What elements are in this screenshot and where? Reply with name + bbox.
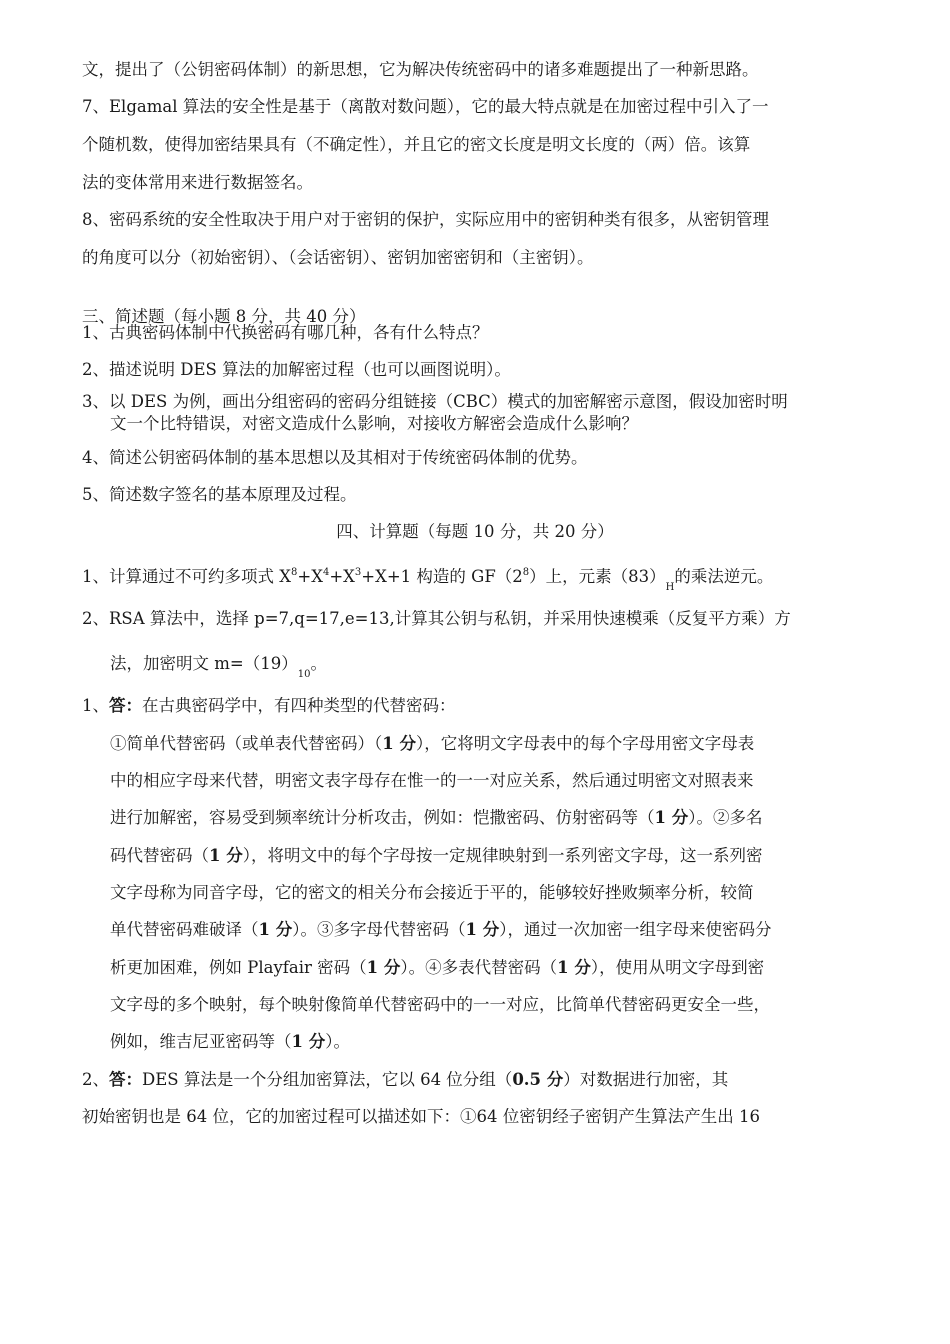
score: 1 分 [258,920,293,939]
calc-q2-line1: 2、RSA 算法中，选择 p=7,q=17,e=13,计算其公钥与私钥，并采用快速模乘（反复平方乘）方 [82,609,791,628]
fill-q7-line3: 法的变体常用来进行数据签名。 [82,173,313,192]
answer-1-line5: 码代替密码（1 分），将明文中的每个字母按一定规律映射到一系列密文字母，这一系列密 [110,846,763,865]
answer-2-line2: 初始密钥也是 64 位，它的加密过程可以描述如下：①64 位密钥经子密钥产生算法产生出 16 [82,1107,760,1126]
short-q3-line2: 文一个比特错误，对密文造成什么影响，对接收方解密会造成什么影响？ [110,414,638,433]
score: 1 分 [557,958,591,977]
score: 1 分 [654,808,689,827]
answer-1-line2: ①简单代替密码（或单表代替密码）（1 分），它将明文字母表中的每个字母用密文字母表 [110,734,755,753]
calc-q2-line2: 法，加密明文 $m=(19)_{10}$。 [110,654,327,680]
answer-1-line9: 文字母的多个映射，每个映射像简单代替密码中的一一对应，比简单代替密码更安全一些， [110,995,770,1014]
answer-1-line7: 单代替密码难破译（1 分）。③多字母代替密码（1 分），通过一次加密一组字母来使密码分 [110,920,772,939]
fill-q7-line2: 个随机数，使得加密结果具有（不确定性），并且它的密文长度是明文长度的（两）倍。该算 [82,135,751,154]
score: 1 分 [382,734,416,753]
short-q2: 2、描述说明 DES 算法的加解密过程（也可以画图说明）。 [82,360,511,379]
section-4-title: 四、计算题（每题 10 分，共 20 分） [336,522,614,541]
section-3-title: 三、简述题（每小题 8 分，共 40 分） [82,307,366,326]
answer-1-line3: 中的相应字母来代替，明密文表字母存在惟一的一一对应关系，然后通过明密文对照表来 [110,771,754,790]
short-q1: 1、古典密码体制中代换密码有哪几种，各有什么特点？ [82,323,489,342]
calc-q1: 1、计算通过不可约多项式 $X^8+X^4+X^3+X+1$ 构造的 $GF(2^8)$上，元素$(83)_H$的乘法逆元。 [82,567,774,593]
answer-1-line4: 进行加解密，容易受到频率统计分析攻击，例如：恺撒密码、仿射密码等（1 分）。②多名 [110,808,763,827]
answer-1-line1: 1、答：在古典密码学中，有四种类型的代替密码： [82,696,456,715]
fill-q8-line2: 的角度可以分（初始密钥）、（会话密钥）、密钥加密密钥和（主密钥）。 [82,248,594,267]
answer-label: 答： [109,696,142,715]
answer-1-line8: 析更加困难，例如 Playfair 密码（1 分）。④多表代替密码（1 分），使用从明文字母到密 [110,958,765,977]
score: 0.5 分 [512,1070,564,1089]
answer-label: 答： [109,1070,142,1089]
answer-1-line6: 文字母称为同音字母，它的密文的相关分布会接近于平的，能够较好挫败频率分析，较简 [110,883,754,902]
score: 1 分 [291,1032,326,1051]
short-q5: 5、简述数字签名的基本原理及过程。 [82,485,357,504]
continuation-line: 文，提出了（公钥密码体制）的新思想，它为解决传统密码中的诸多难题提出了一种新思路。 [82,60,759,79]
score: 1 分 [465,920,500,939]
answer-1-line10: 例如，维吉尼亚密码等（1 分）。 [110,1032,350,1051]
fill-q8-line1: 8、密码系统的安全性取决于用户对于密钥的保护，实际应用中的密钥种类有很多，从密钥管理 [82,210,769,229]
short-q3-line1: 3、以 DES 为例，画出分组密码的密码分组链接（CBC）模式的加密解密示意图，假设加密时明 [82,392,788,411]
answer-2-line1: 2、答：DES 算法是一个分组加密算法，它以 64 位分组（0.5 分）对数据进行加密，其 [82,1070,729,1089]
score: 1 分 [366,958,401,977]
short-q4: 4、简述公钥密码体制的基本思想以及其相对于传统密码体制的优势。 [82,448,588,467]
score: 1 分 [209,846,243,865]
fill-q7-line1: 7、Elgamal 算法的安全性是基于（离散对数问题），它的最大特点就是在加密过程中引入了一 [82,97,769,116]
